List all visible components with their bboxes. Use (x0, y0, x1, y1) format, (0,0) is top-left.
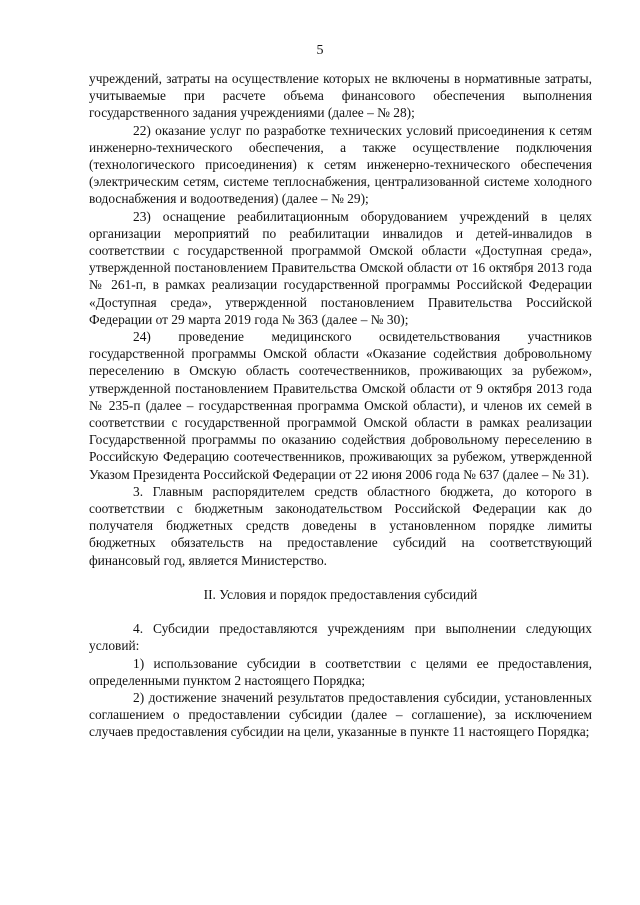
paragraph-continuation-item-28: учреждений, затраты на осуществление которых не включены в нормативные затраты, учитываемые при расчете объема финансового обеспечения выполнения государственного задания учреждениями (далее – № 28); (89, 71, 592, 121)
paragraph-clause-3: 3. Главным распорядителем средств областного бюджета, до которого в соответствии с бюджетным законодательством Российской Федерации как до получателя бюджетных средств доведены в установленном порядке лимиты бюджетных обязательств на предоставление субсидий на соответствующий финансовый год, является Министерство. (89, 483, 592, 568)
paragraph-condition-2: 2) достижение значений результатов предоставления субсидии, установленных соглашением о предоставлении субсидии (далее – соглашение), за исключением случаев предоставления субсидии на цели, указанные в пункте 11 настоящего Порядка; (89, 689, 592, 740)
paragraph-item-22: 22) оказание услуг по разработке технических условий присоединения к сетям инженерно-технического обеспечения, а также осуществление подключения (технологического присоединения) к сетям инженерно-технического обеспечения (электрическим сетям, системе теплоснабжения, централизованной системе холодного водоснабжения и водоотведения) (далее – № 29); (89, 122, 592, 207)
paragraph-condition-1: 1) использование субсидии в соответствии с целями ее предоставления, определенными пунктом 2 настоящего Порядка; (89, 655, 592, 688)
paragraph-clause-4: 4. Субсидии предоставляются учреждениям при выполнении следующих условий: (89, 621, 592, 654)
section-heading: II. Условия и порядок предоставления субсидий (203, 586, 478, 602)
document-body (89, 70, 592, 741)
paragraph-item-23: 23) оснащение реабилитационным оборудованием учреждений в целях организации мероприятий по реабилитации инвалидов и детей-инвалидов в соответствии с государственной программой Омской области «Доступная среда», утвержденной постановлением Правительства Омской области от 16 октября 2013 года № 261-п, в рамках реализации государственной программы Российской Федерации «Доступная среда», утвержденной постановлением Правительства Российской Федерации от 29 марта 2019 года № 363 (далее – № 30); (89, 208, 592, 327)
paragraph-item-24: 24) проведение медицинского освидетельствования участников государственной программы Омской области «Оказание содействия добровольному переселению в Омскую область соотечественников, проживающих за рубежом», утвержденной постановлением Правительства Омской области от 9 октября 2013 года № 235-п (далее – государственная программа Омской области), и членов их семей в соответствии с государственной программой Омской области в рамках реализации Государственной программы по оказанию содействия добровольному переселению в Российскую Федерацию соотечественников, проживающих за рубежом, утвержденной Указом Президента Российской Федерации от 22 июня 2006 года № 637 (далее – № 31). (89, 329, 592, 482)
page-number: 5 (316, 43, 324, 58)
